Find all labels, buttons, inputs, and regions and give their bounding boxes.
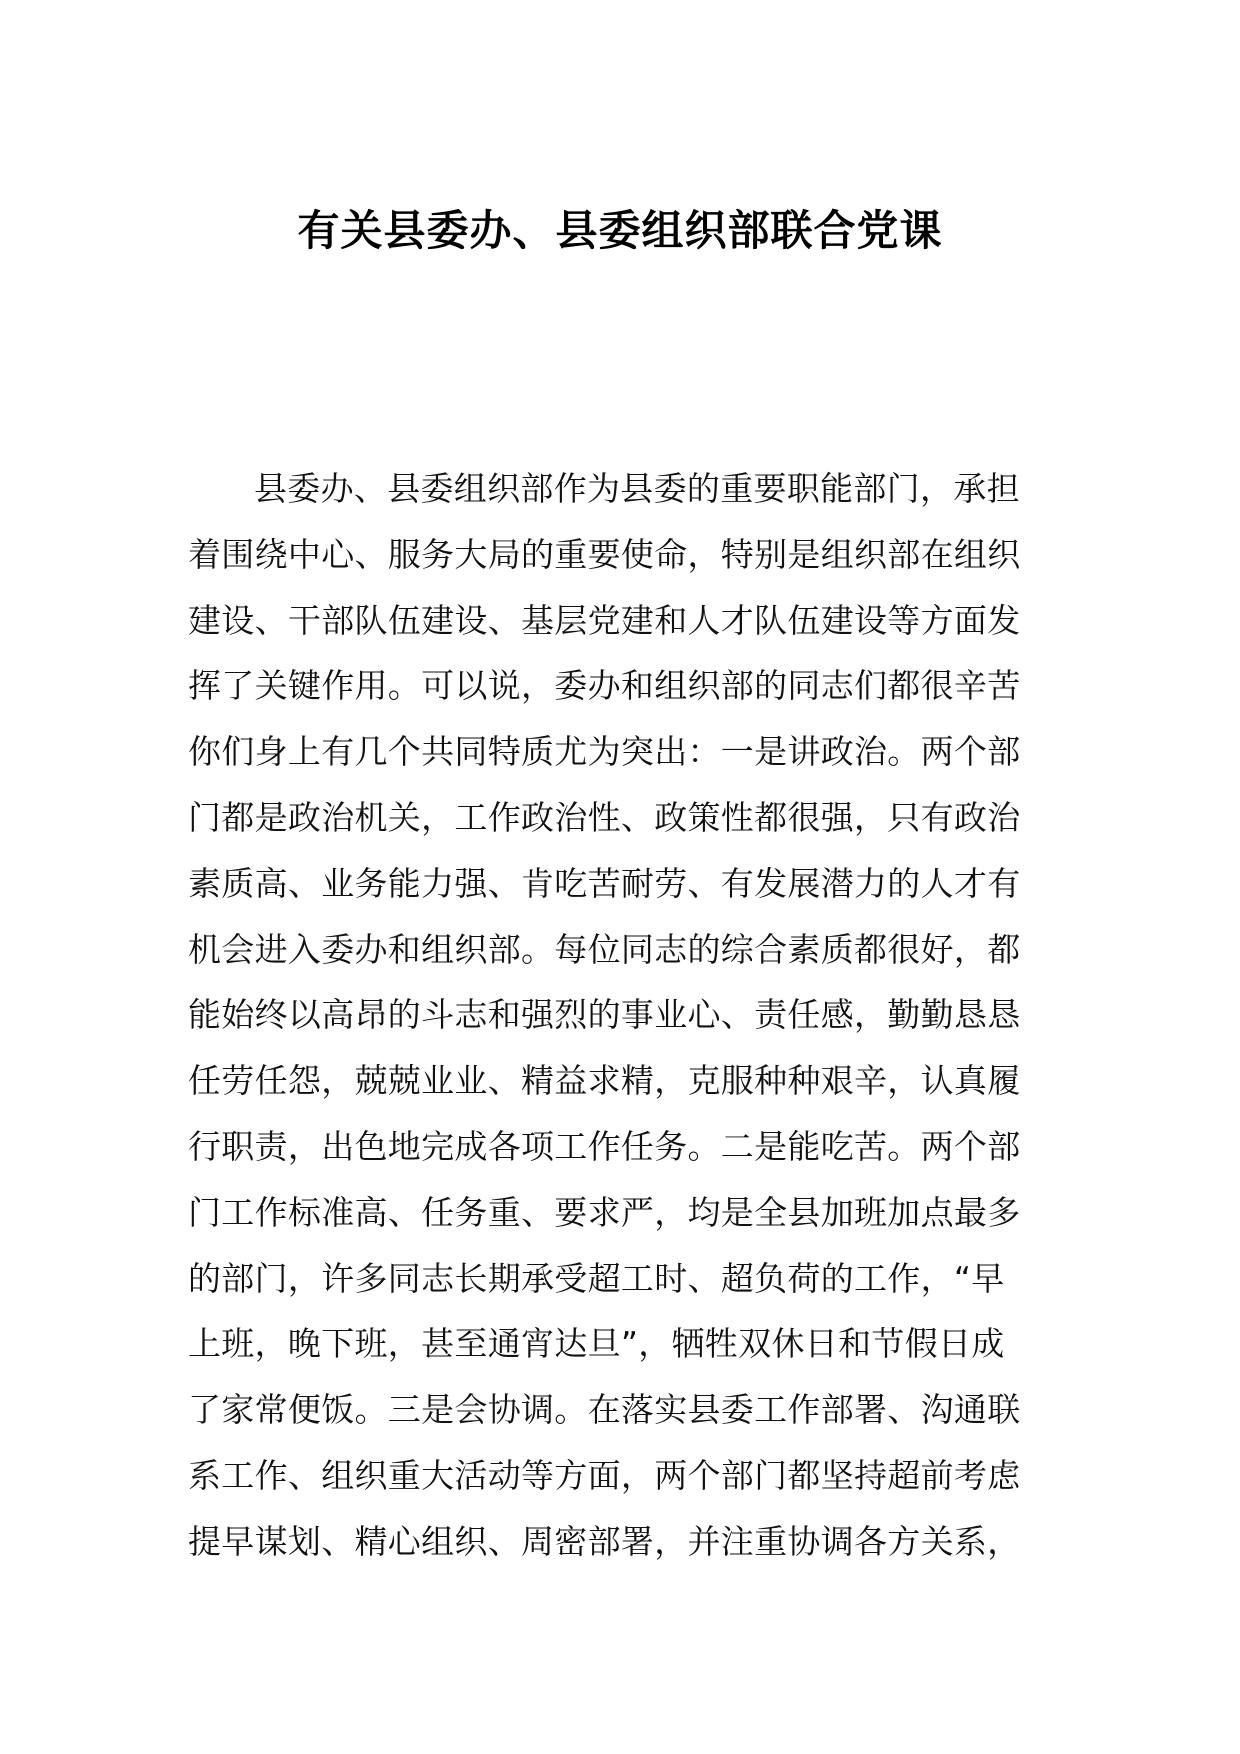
body-line: 能始终以高昂的斗志和强烈的事业心、责任感，勤勤恳恳 bbox=[188, 995, 1021, 1035]
body-line: 系工作、组织重大活动等方面，两个部门都坚持超前考虑 bbox=[188, 1455, 1021, 1495]
body-line: 行职责，出色地完成各项工作任务。二是能吃苦。两个部 bbox=[188, 1126, 1021, 1166]
body-line: 机会进入委办和组织部。每位同志的综合素质都很好，都 bbox=[188, 929, 1021, 969]
body-line: 县委办、县委组织部作为县委的重要职能部门，承担 bbox=[254, 469, 1020, 508]
body-line: 的部门，许多同志长期承受超工时、超负荷的工作，“早 bbox=[188, 1258, 1005, 1298]
body-line: 提早谋划、精心组织、周密部署，并注重协调各方关系， bbox=[188, 1521, 1021, 1561]
body-line: 任劳任怨，兢兢业业、精益求精，克服种种艰辛，认真履 bbox=[188, 1061, 1021, 1101]
body-line: 素质高、业务能力强、肯吃苦耐劳、有发展潜力的人才有 bbox=[188, 863, 1021, 903]
body-line: 你们身上有几个共同特质尤为突出：一是讲政治。两个部 bbox=[188, 732, 1021, 772]
body-line: 建设、干部队伍建设、基层党建和人才队伍建设等方面发 bbox=[188, 600, 1021, 640]
body-line: 上班，晚下班，甚至通宵达旦”，牺牲双休日和节假日成 bbox=[188, 1324, 1005, 1364]
body-line: 门都是政治机关，工作政治性、政策性都很强，只有政治 bbox=[188, 797, 1021, 837]
body-line: 挥了关键作用。可以说，委办和组织部的同志们都很辛苦 bbox=[188, 666, 1021, 706]
body-line: 门工作标准高、任务重、要求严，均是全县加班加点最多 bbox=[188, 1192, 1021, 1232]
document-body bbox=[188, 456, 1058, 1575]
body-line: 了家常便饭。三是会协调。在落实县委工作部署、沟通联 bbox=[188, 1390, 1021, 1430]
body-line: 着围绕中心、服务大局的重要使命，特别是组织部在组织 bbox=[188, 534, 1021, 574]
document-title: 有关县委办、县委组织部联合党课 bbox=[297, 206, 943, 255]
